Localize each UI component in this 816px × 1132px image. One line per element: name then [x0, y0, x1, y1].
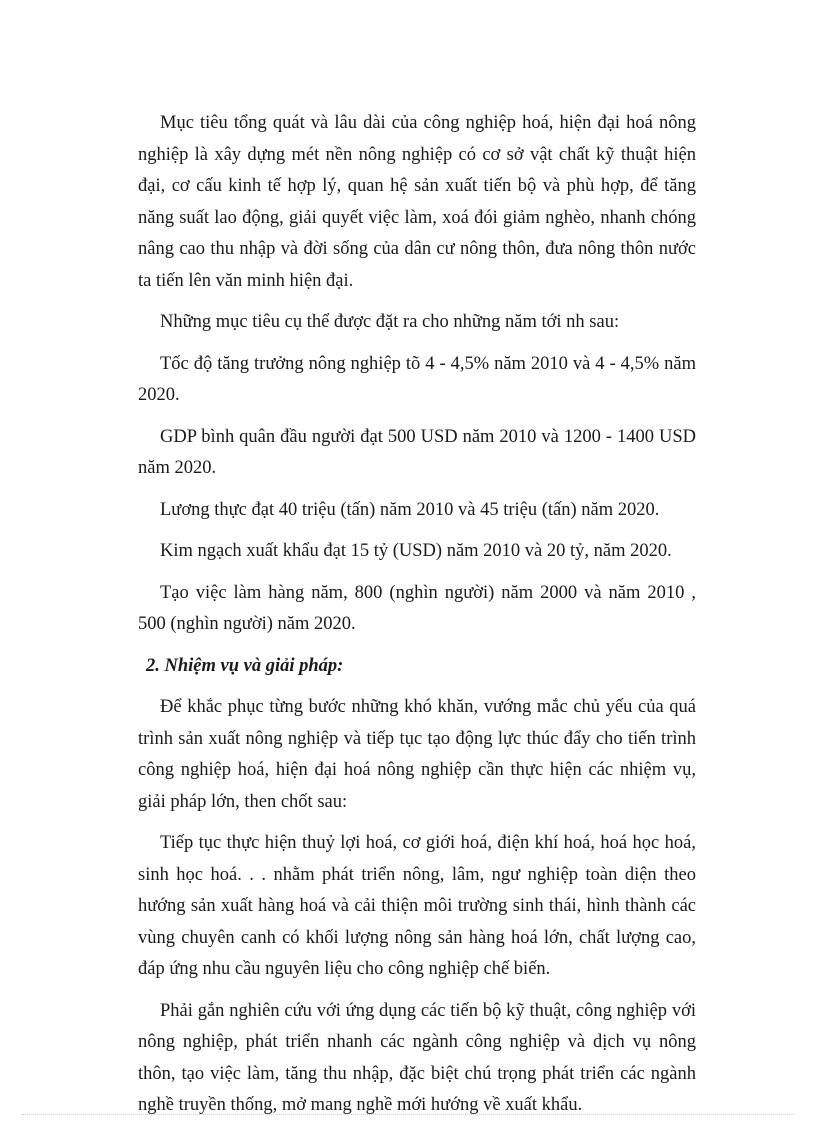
paragraph-job-creation: Tạo việc làm hàng năm, 800 (nghìn người) năm 2000 và năm 2010 , 500 (nghìn người) năm 2020.: [138, 582, 696, 634]
paragraph-growth-rate: Tốc độ tăng trưởng nông nghiệp tõ 4 - 4,5% năm 2010 và 4 - 4,5% năm 2020.: [138, 353, 696, 405]
section-heading-tasks-solutions: 2. Nhiệm vụ và giải pháp:: [146, 655, 344, 676]
paragraph-research-application: Phải gắn nghiên cứu với ứng dụng các tiến bộ kỹ thuật, công nghiệp với nông nghiệp, phát triển nhanh các ngành công nghiệp và dịch vụ nông thôn, tạo việc làm, tăng thu nhập, đặc biệt chú trọng phát triển các ngành nghề truyền thống, mở mang nghề mới hướng về xuất khẩu.: [138, 1000, 696, 1115]
paragraph-modernization-measures: Tiếp tục thực hiện thuỷ lợi hoá, cơ giới hoá, điện khí hoá, hoá học hoá, sinh học hoá. . . nhằm phát triển nông, lâm, ngư nghiệp toàn diện theo hướng sản xuất hàng hoá và cải thiện môi trường sinh thái, hình thành các vùng chuyên canh có khối lượng nông sản hàng hoá lớn, chất lượng cao, đáp ứng nhu cầu nguyên liệu cho công nghiệp chế biến.: [138, 833, 696, 979]
paragraph-general-goal: Mục tiêu tổng quát và lâu dài của công nghiệp hoá, hiện đại hoá nông nghiệp là xây dựng mét nền nông nghiệp có cơ sở vật chất kỹ thuật hiện đại, cơ cấu kinh tế hợp lý, quan hệ sản xuất tiến bộ và phù hợp, để tăng năng suất lao động, giải quyết việc làm, xoá đói giảm nghèo, nhanh chóng nâng cao thu nhập và đời sống của dân cư nông thôn, đưa nông thôn nước ta tiến lên văn minh hiện đại.: [138, 113, 696, 291]
paragraph-specific-goals-intro: Những mục tiêu cụ thể được đặt ra cho những năm tới nh sau:: [160, 312, 620, 332]
paragraph-gdp-per-capita: GDP bình quân đầu người đạt 500 USD năm 2010 và 1200 - 1400 USD năm 2020.: [138, 426, 696, 478]
paragraph-food-output: Lương thực đạt 40 triệu (tấn) năm 2010 và 45 triệu (tấn) năm 2020.: [160, 499, 660, 520]
paragraph-overcome-difficulties: Để khắc phục từng bước những khó khăn, vướng mắc chủ yếu của quá trình sản xuất nông nghiệp và tiếp tục tạo động lực thúc đẩy cho tiến trình công nghiệp hoá, hiện đại hoá nông nghiệp cần thực hiện các nhiệm vụ, giải pháp lớn, then chốt sau:: [138, 697, 696, 812]
document-body: [138, 108, 696, 1132]
page-bottom-divider: [22, 1114, 794, 1115]
paragraph-export-turnover: Kim ngạch xuất khẩu đạt 15 tỷ (USD) năm 2010 và 20 tỷ, năm 2020.: [160, 541, 672, 561]
